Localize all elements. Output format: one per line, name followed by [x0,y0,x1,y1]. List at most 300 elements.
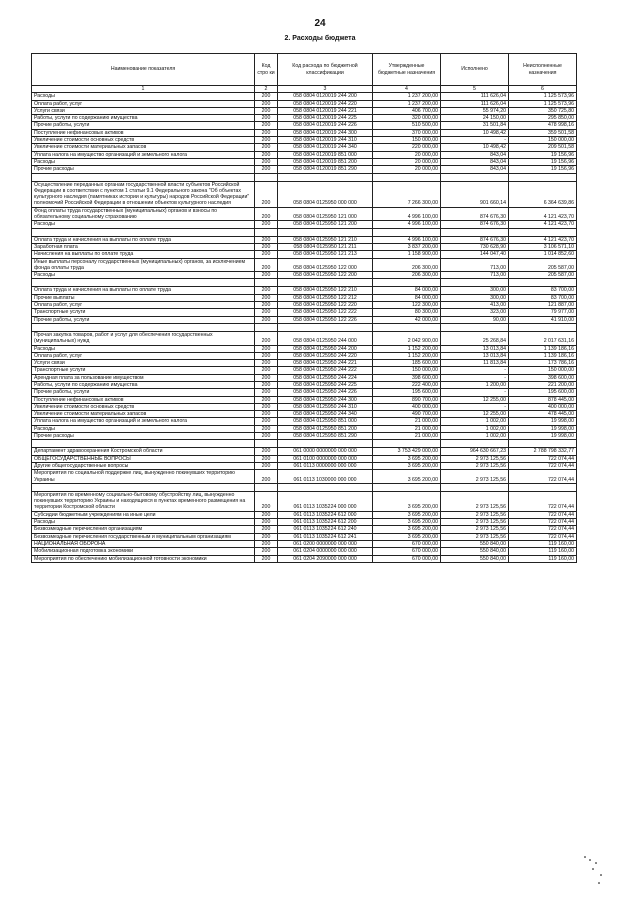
row-executed: 300,00 [441,287,509,294]
empty-cell [441,483,509,491]
page-number: 24 [314,18,326,29]
row-code: 200 [255,381,278,388]
header-number: 4 [373,86,441,93]
row-code: 200 [255,236,278,243]
row-unexecuted: 119 160,00 [509,540,577,547]
table-row [32,129,577,136]
row-approved: 406 700,00 [373,107,441,114]
row-code: 200 [255,425,278,432]
row-unexecuted: 1 014 852,60 [509,251,577,258]
row-name: Услуги связи [32,360,255,367]
row-executed: 843,04 [441,158,509,165]
spacer-row [32,228,577,236]
row-unexecuted: 478 445,00 [509,411,577,418]
row-code: 200 [255,243,278,250]
row-code: 200 [255,129,278,136]
row-name: Поступление нефинансовых активов [32,396,255,403]
row-unexecuted: 221 200,00 [509,381,577,388]
row-name: Арендная плата за пользование имуществом [32,374,255,381]
empty-cell [278,483,373,491]
row-unexecuted: 1 139 186,16 [509,352,577,359]
spacer-row [32,483,577,491]
row-approved: 42 000,00 [373,316,441,323]
table-row [32,540,577,547]
table-row [32,316,577,323]
row-unexecuted: 209 501,58 [509,144,577,151]
row-budget-code: 061 0113 1035224 612 241 [278,533,373,540]
table-row [32,367,577,374]
empty-cell [255,440,278,448]
table-row [32,389,577,396]
row-budget-code: 058 0804 0125950 000 000 [278,181,373,207]
table-row [32,115,577,122]
row-name: Осуществление переданных органам государственной власти субъектов Российской Федерации в соответствии с пунктом 1 статьи 9.1 Федерального закона "Об объектах культурного наследия (памятниках истории и культуры) народов Российской Федерации" полномочий Российской Федерации в отношении объектов культурного наследия [32,181,255,207]
row-unexecuted: 722 074,44 [509,470,577,484]
table-row [32,433,577,440]
row-budget-code: 058 0804 0120019 244 220 [278,100,373,107]
row-name: Фонд оплаты труда государственных (муниципальных) органов и взносы по обязательному социальному страхованию [32,207,255,221]
row-budget-code: 061 0200 0000000 000 000 [278,540,373,547]
row-name: НАЦИОНАЛЬНАЯ ОБОРОНА [32,540,255,547]
row-executed: 550 840,00 [441,555,509,562]
row-name: Транспортные услуги [32,309,255,316]
row-code: 200 [255,158,278,165]
row-budget-code: 058 0804 0125950 121 210 [278,236,373,243]
row-name: Мероприятия по социальной поддержке лиц, вынужденно покинувших территорию Украины [32,470,255,484]
row-name: Оплата работ, услуг [32,100,255,107]
table-row [32,251,577,258]
row-approved: 84 000,00 [373,287,441,294]
empty-cell [255,228,278,236]
row-code: 200 [255,331,278,345]
row-approved: 670 000,00 [373,555,441,562]
table-row [32,158,577,165]
empty-cell [278,323,373,331]
row-executed: 144 047,40 [441,251,509,258]
header-name: Наименование показателя [32,54,255,86]
row-approved: 7 266 300,00 [373,181,441,207]
row-executed: 2 973 125,56 [441,462,509,469]
table-row [32,294,577,301]
row-budget-code: 058 0804 0125950 122 220 [278,302,373,309]
row-executed: 2 973 125,56 [441,519,509,526]
table-row [32,221,577,228]
row-name: Оплата работ, услуг [32,352,255,359]
row-name: Оплата труда и начисления на выплаты по оплате труда [32,287,255,294]
row-executed: 843,04 [441,151,509,158]
row-executed: 874 676,30 [441,236,509,243]
empty-cell [32,440,255,448]
row-approved: 3 695 200,00 [373,519,441,526]
empty-cell [441,228,509,236]
row-budget-code: 058 0804 0125950 244 224 [278,374,373,381]
row-approved: 206 300,00 [373,272,441,279]
row-approved: 1 158 900,00 [373,251,441,258]
row-executed: 12 255,00 [441,396,509,403]
row-code: 200 [255,403,278,410]
row-executed: 323,00 [441,309,509,316]
empty-cell [255,173,278,181]
row-name: Расходы [32,425,255,432]
table-row [32,151,577,158]
row-budget-code: 058 0804 0125950 244 310 [278,403,373,410]
row-name: Прочая закупка товаров, работ и услуг для обеспечения государственных (муниципальных) нужд [32,331,255,345]
row-code: 200 [255,107,278,114]
row-unexecuted: 173 786,16 [509,360,577,367]
header-executed: Исполнено [441,54,509,86]
row-budget-code: 061 0113 1035224 612 000 [278,511,373,518]
table-row [32,491,577,511]
row-budget-code: 058 0804 0125950 122 222 [278,309,373,316]
row-executed: 12 255,00 [441,411,509,418]
row-code: 200 [255,396,278,403]
table-body [32,93,577,563]
row-executed: 550 840,00 [441,540,509,547]
row-code: 200 [255,540,278,547]
empty-cell [373,323,441,331]
empty-cell [441,173,509,181]
table-row [32,462,577,469]
row-name: Увеличение стоимости основных средств [32,403,255,410]
row-approved: 320 000,00 [373,115,441,122]
row-budget-code: 058 0804 0120019 244 310 [278,137,373,144]
row-approved: 80 300,00 [373,309,441,316]
row-budget-code: 058 0804 0125950 244 300 [278,396,373,403]
row-name: Прочие работы, услуги [32,316,255,323]
row-approved: 3 695 200,00 [373,455,441,462]
row-name: Безвозмездные перечисления государственным и муниципальным организациям [32,533,255,540]
row-code: 200 [255,411,278,418]
row-name: Другие общегосударственные вопросы [32,462,255,469]
row-unexecuted: 19 998,00 [509,425,577,432]
row-name: Расходы [32,519,255,526]
row-approved: 4 996 100,00 [373,236,441,243]
row-code: 200 [255,470,278,484]
row-code: 200 [255,309,278,316]
table-row [32,418,577,425]
row-approved: 1 237 200,00 [373,93,441,100]
table-row [32,555,577,562]
row-unexecuted: 2 017 631,16 [509,331,577,345]
row-approved: 3 695 200,00 [373,533,441,540]
row-budget-code: 058 0804 0125950 121 200 [278,221,373,228]
empty-cell [373,440,441,448]
row-unexecuted: 83 700,00 [509,294,577,301]
row-name: Расходы [32,158,255,165]
table-row [32,403,577,410]
row-executed: 24 150,00 [441,115,509,122]
row-name: Безвозмездные перечисления организациям [32,526,255,533]
row-unexecuted: 1 139 186,16 [509,345,577,352]
empty-cell [441,440,509,448]
row-executed: 25 268,84 [441,331,509,345]
header-number: 3 [278,86,373,93]
table-row [32,181,577,207]
row-budget-code: 058 0804 0125950 244 000 [278,331,373,345]
row-code: 200 [255,100,278,107]
row-approved: 20 000,00 [373,151,441,158]
row-unexecuted: 4 121 423,70 [509,236,577,243]
row-executed: 874 676,30 [441,221,509,228]
row-budget-code: 058 0804 0125950 122 212 [278,294,373,301]
empty-cell [32,279,255,287]
table-row [32,396,577,403]
row-name: Прочие выплаты [32,294,255,301]
row-code: 200 [255,272,278,279]
scan-marks [580,852,610,892]
row-executed: 2 973 125,56 [441,455,509,462]
row-approved: 150 000,00 [373,367,441,374]
row-budget-code: 058 0804 0125950 244 226 [278,389,373,396]
row-name: Начисления на выплаты по оплате труда [32,251,255,258]
section-title: 2. Расходы бюджета [284,35,356,42]
row-budget-code: 061 0113 1035224 612 240 [278,526,373,533]
empty-cell [32,323,255,331]
row-code: 200 [255,455,278,462]
row-code: 200 [255,448,278,455]
row-name: Заработная плата [32,243,255,250]
row-approved: 185 600,00 [373,360,441,367]
row-executed: 901 660,14 [441,181,509,207]
row-executed: 11 813,84 [441,360,509,367]
table-row [32,137,577,144]
row-budget-code: 058 0804 0125950 122 226 [278,316,373,323]
row-budget-code: 058 0804 0125950 121 211 [278,243,373,250]
row-code: 200 [255,519,278,526]
table-row [32,236,577,243]
row-budget-code: 058 0804 0125950 244 200 [278,345,373,352]
row-executed: 843,04 [441,166,509,173]
row-unexecuted: 41 910,00 [509,316,577,323]
row-code: 200 [255,122,278,129]
row-unexecuted: 6 364 639,86 [509,181,577,207]
row-budget-code: 061 0113 0000000 000 000 [278,462,373,469]
row-unexecuted: 19 156,96 [509,151,577,158]
table-row [32,122,577,129]
row-approved: 3 695 200,00 [373,511,441,518]
row-unexecuted: 478 998,16 [509,122,577,129]
spacer-row [32,323,577,331]
row-unexecuted: 195 600,00 [509,389,577,396]
row-budget-code: 058 0804 0120019 851 000 [278,151,373,158]
row-name: Уплата налога на имущество организаций и земельного налога [32,418,255,425]
row-name: Мероприятия по временному социально-бытовому обустройству лиц, вынужденно покинувших территорию Украины и находящихся в пунктах временного размещения на территории Костромской области [32,491,255,511]
table-row [32,309,577,316]
row-name: Расходы [32,272,255,279]
spacer-row [32,440,577,448]
row-code: 200 [255,511,278,518]
row-budget-code: 061 0113 1035224 000 000 [278,491,373,511]
row-code: 200 [255,93,278,100]
empty-cell [278,173,373,181]
row-approved: 4 996 100,00 [373,207,441,221]
table-row [32,374,577,381]
row-budget-code: 061 0204 0000000 000 000 [278,548,373,555]
row-unexecuted: 2 788 798 332,77 [509,448,577,455]
table-row [32,455,577,462]
table-row [32,207,577,221]
table-row [32,511,577,518]
header-number: 2 [255,86,278,93]
row-approved: 3 695 200,00 [373,526,441,533]
row-unexecuted: 722 074,44 [509,526,577,533]
row-executed: 13 013,84 [441,345,509,352]
empty-cell [32,483,255,491]
row-code: 200 [255,151,278,158]
row-approved: 3 837 200,00 [373,243,441,250]
row-code: 200 [255,433,278,440]
row-name: Увеличение стоимости материальных запасов [32,411,255,418]
table-row [32,533,577,540]
row-budget-code: 058 0804 0125950 244 221 [278,360,373,367]
row-unexecuted: 150 000,00 [509,137,577,144]
empty-cell [278,228,373,236]
row-unexecuted: 83 700,00 [509,287,577,294]
row-unexecuted: 722 074,44 [509,491,577,511]
row-executed: - [441,403,509,410]
row-code: 200 [255,115,278,122]
row-approved: 3 753 429 000,00 [373,448,441,455]
row-approved: 20 000,00 [373,166,441,173]
row-executed: 2 973 125,56 [441,533,509,540]
row-unexecuted: 4 121 423,70 [509,207,577,221]
row-executed: 413,00 [441,302,509,309]
row-unexecuted: 119 160,00 [509,555,577,562]
row-name: Транспортные услуги [32,367,255,374]
row-unexecuted: 398 600,00 [509,374,577,381]
table-row [32,272,577,279]
row-code: 200 [255,555,278,562]
row-name: Оплата работ, услуг [32,302,255,309]
empty-cell [255,323,278,331]
row-approved: 490 700,00 [373,411,441,418]
row-unexecuted: 79 977,00 [509,309,577,316]
row-executed: 1 002,00 [441,418,509,425]
header-number: 5 [441,86,509,93]
table-row [32,470,577,484]
row-code: 200 [255,526,278,533]
row-executed: 2 973 125,56 [441,526,509,533]
table-row [32,519,577,526]
row-budget-code: 061 0100 0000000 000 000 [278,455,373,462]
table-row [32,107,577,114]
row-executed: 550 840,00 [441,548,509,555]
table-row [32,548,577,555]
row-approved: 150 000,00 [373,137,441,144]
header-code: Код стро ки [255,54,278,86]
table-row [32,526,577,533]
row-executed: 13 013,84 [441,352,509,359]
row-unexecuted: 722 074,44 [509,511,577,518]
row-executed: 31 501,84 [441,122,509,129]
row-executed: 111 626,04 [441,93,509,100]
row-approved: 220 000,00 [373,144,441,151]
row-name: Услуги связи [32,107,255,114]
row-executed: - [441,137,509,144]
row-code: 200 [255,302,278,309]
row-code: 200 [255,462,278,469]
empty-cell [32,228,255,236]
row-approved: 1 152 200,00 [373,352,441,359]
empty-cell [509,173,577,181]
row-name: Расходы [32,93,255,100]
row-code: 200 [255,137,278,144]
row-budget-code: 061 0204 2090000 000 000 [278,555,373,562]
table-row [32,144,577,151]
row-code: 200 [255,345,278,352]
row-unexecuted: 150 000,00 [509,367,577,374]
row-executed: 713,00 [441,258,509,272]
row-name: Оплата труда и начисления на выплаты по оплате труда [32,236,255,243]
empty-cell [509,483,577,491]
row-code: 200 [255,258,278,272]
row-executed: 111 626,04 [441,100,509,107]
row-code: 200 [255,367,278,374]
row-approved: 400 000,00 [373,403,441,410]
row-name: Иные выплаты персоналу государственных (муниципальных) органов, за исключением фонда оплаты труда [32,258,255,272]
row-code: 200 [255,181,278,207]
row-budget-code: 058 0804 0125950 121 213 [278,251,373,258]
row-name: Увеличение стоимости основных средств [32,137,255,144]
row-approved: 3 695 200,00 [373,470,441,484]
empty-cell [509,228,577,236]
row-unexecuted: 1 125 573,96 [509,93,577,100]
table-row [32,100,577,107]
empty-cell [509,440,577,448]
row-executed: - [441,389,509,396]
row-code: 200 [255,389,278,396]
row-unexecuted: 1 125 573,96 [509,100,577,107]
spacer-row [32,279,577,287]
row-code: 200 [255,251,278,258]
empty-cell [441,323,509,331]
row-code: 200 [255,287,278,294]
row-approved: 21 000,00 [373,425,441,432]
table-row [32,411,577,418]
empty-cell [278,279,373,287]
row-approved: 1 152 200,00 [373,345,441,352]
row-executed: 1 002,00 [441,425,509,432]
spacer-row [32,173,577,181]
row-approved: 21 000,00 [373,418,441,425]
row-name: Прочие расходы [32,433,255,440]
table-row [32,258,577,272]
row-executed: 300,00 [441,294,509,301]
row-unexecuted: 19 998,00 [509,418,577,425]
row-unexecuted: 400 000,00 [509,403,577,410]
header-number: 6 [509,86,577,93]
table-row [32,360,577,367]
row-approved: 370 000,00 [373,129,441,136]
row-budget-code: 058 0804 0120019 244 225 [278,115,373,122]
row-code: 200 [255,548,278,555]
row-unexecuted: 205 587,00 [509,272,577,279]
row-budget-code: 058 0804 0120019 244 221 [278,107,373,114]
row-name: Прочие работы, услуги [32,389,255,396]
row-executed: - [441,367,509,374]
empty-cell [373,228,441,236]
row-approved: 1 237 200,00 [373,100,441,107]
row-approved: 890 700,00 [373,396,441,403]
empty-cell [373,173,441,181]
row-budget-code: 058 0804 0125950 851 000 [278,418,373,425]
row-budget-code: 058 0804 0120019 244 300 [278,129,373,136]
empty-cell [441,279,509,287]
row-executed: - [441,374,509,381]
row-unexecuted: 295 850,00 [509,115,577,122]
row-code: 200 [255,360,278,367]
table-row [32,287,577,294]
